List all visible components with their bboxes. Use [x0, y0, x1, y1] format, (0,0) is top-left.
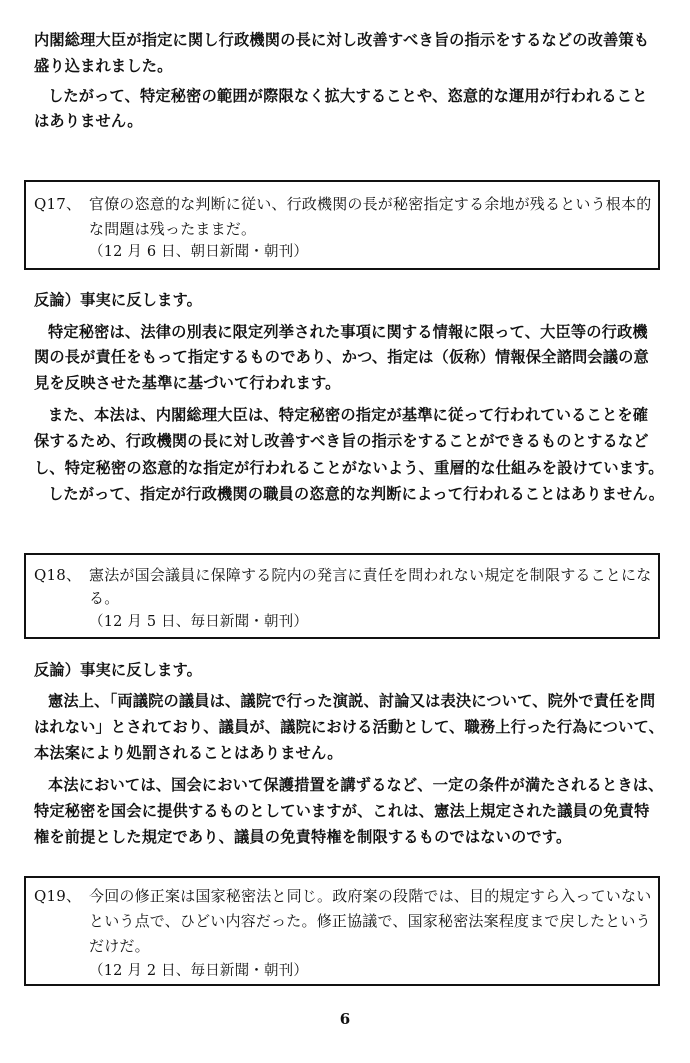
- a18-heading: 反論）事実に反します。: [34, 661, 203, 679]
- a17-line-6: し、特定秘密の恣意的な指定が行われることがないよう、重層的な仕組みを設けています。: [34, 459, 664, 477]
- a18-line-3: 本法案により処罰されることはありません。: [34, 744, 343, 762]
- a17-line-2: 関の長が責任をもって指定するものであり、かつ、指定は（仮称）情報保全諮問会議の意: [34, 348, 649, 366]
- intro-line-3: したがって、特定秘密の範囲が際限なく拡大することや、恣意的な運用が行われること: [48, 87, 648, 105]
- q17-source: （12 月 6 日、朝日新聞・朝刊）: [89, 244, 309, 260]
- a17-line-4: また、本法は、内閣総理大臣は、特定秘密の指定が基準に従って行われていることを確: [48, 406, 649, 424]
- a17-heading: 反論）事実に反します。: [34, 291, 203, 309]
- q19-number: Q19、: [34, 887, 82, 905]
- q18-number: Q18、: [34, 566, 82, 584]
- a18-line-4: 本法においては、国会において保護措置を講ずるなど、一定の条件が満たされるときは、: [48, 776, 664, 794]
- q17-number: Q17、: [34, 195, 82, 213]
- q19-line-1: 今回の修正案は国家秘密法と同じ。政府案の段階では、目的規定すら入っていない: [89, 887, 652, 905]
- q17-line-1: 官僚の恣意的な判断に従い、行政機関の長が秘密指定する余地が残るという根本的: [89, 195, 652, 213]
- q19-line-2: という点で、ひどい内容だった。修正協議で、国家秘密法案程度まで戻したという: [89, 912, 651, 930]
- q19-line-3: だけだ。: [89, 937, 150, 955]
- q18-line-2: る。: [89, 589, 120, 607]
- a17-line-3: 見を反映させた基準に基づいて行われます。: [34, 374, 341, 392]
- a18-line-2: はれない」とされており、議員が、議院における活動として、職務上行った行為について、: [34, 718, 664, 736]
- a18-line-5: 特定秘密を国会に提供するものとしていますが、これは、憲法上規定された議員の免責特: [34, 802, 650, 820]
- q18-source: （12 月 5 日、毎日新聞・朝刊）: [89, 614, 309, 630]
- intro-line-2: 盛り込まれました。: [34, 57, 173, 75]
- a17-line-5: 保するため、行政機関の長に対し改善すべき旨の指示をすることができるものとするなど: [34, 432, 649, 450]
- q19-source: （12 月 2 日、毎日新聞・朝刊）: [89, 963, 309, 979]
- page-number: 6: [339, 1010, 351, 1028]
- a17-line-7: したがって、指定が行政機関の職員の恣意的な判断によって行われることはありません。: [48, 485, 665, 503]
- a18-line-1: 憲法上、「両議院の議員は、議院で行った演説、討論又は表決について、院外で責任を問: [48, 692, 656, 710]
- q17-line-2: な問題は残ったままだ。: [89, 220, 257, 238]
- intro-line-1: 内閣総理大臣が指定に関し行政機関の長に対し改善すべき旨の指示をするなどの改善策も: [34, 31, 650, 49]
- q18-line-1: 憲法が国会議員に保障する院内の発言に責任を問われない規定を制限することにな: [89, 566, 652, 584]
- q19-box: [24, 876, 660, 986]
- q18-box: [24, 553, 660, 639]
- a17-line-1: 特定秘密は、法律の別表に限定列挙された事項に関する情報に限って、大臣等の行政機: [48, 323, 648, 341]
- intro-line-4: はありません。: [34, 112, 143, 130]
- q17-box: [24, 180, 660, 270]
- a18-line-6: 権を前提とした規定であり、議員の免責特権を制限するものではないのです。: [34, 828, 572, 846]
